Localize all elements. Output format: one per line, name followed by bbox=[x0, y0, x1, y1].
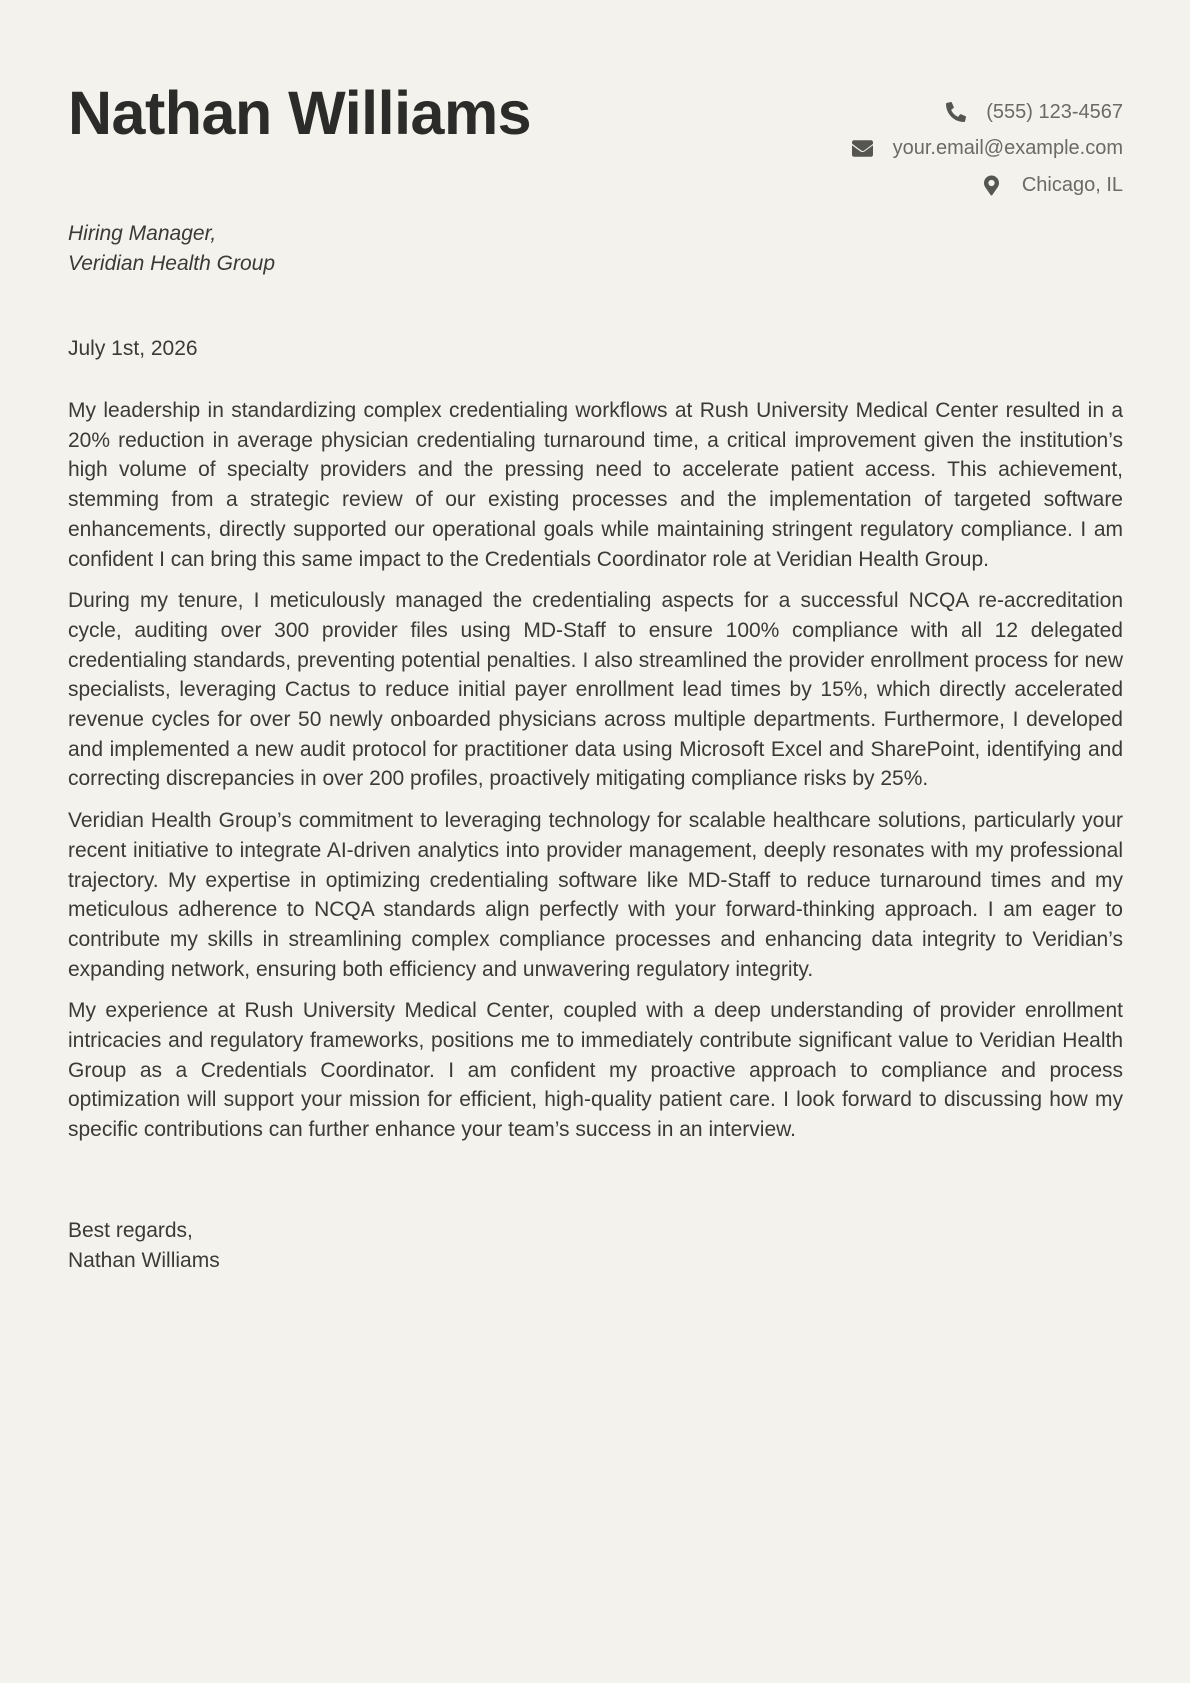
letter-header bbox=[68, 0, 1123, 200]
contact-email bbox=[852, 131, 1123, 168]
closing-salutation: Best regards, bbox=[68, 1219, 193, 1242]
signature-name: Nathan Williams bbox=[68, 1249, 220, 1272]
contact-info bbox=[852, 94, 1123, 204]
phone-number[interactable]: (555) 123-4567 bbox=[986, 100, 1123, 123]
body-paragraph-1: My leadership in standardizing complex credentialing workflows at Rush University Medical Center resulted in a 20% reduction in average physician credentialing turnaround time, a critical improvement given the institution’s high volume of specialty providers and the pressing need to accelerate patient access. This achievement, stemming from a strategic review of our existing processes and the implementation of targeted software enhancements, directly supported our operational goals while maintaining stringent regulatory compliance. I am confident I can bring this same impact to the Credentials Coordinator role at Veridian Health Group. bbox=[68, 399, 1123, 571]
map-pin-icon bbox=[981, 174, 1003, 196]
recipient-title: Hiring Manager, bbox=[68, 222, 217, 245]
closing-block bbox=[68, 1216, 220, 1276]
contact-phone bbox=[852, 94, 1123, 131]
letter-date: July 1st, 2026 bbox=[68, 337, 198, 360]
letter-body bbox=[68, 396, 1123, 1157]
email-address[interactable]: your.email@example.com bbox=[892, 137, 1123, 160]
cover-letter-page bbox=[68, 0, 1123, 1683]
body-paragraph-3: Veridian Health Group’s commitment to leveraging technology for scalable healthcare solutions, particularly your recent initiative to integrate AI-driven analytics into provider management, deeply resonates with my professional trajectory. My expertise in optimizing credentialing software like MD-Staff to reduce turnaround times and my meticulous adherence to NCQA standards align perfectly with your forward-thinking approach. I am eager to contribute my skills in streamlining complex compliance processes and enhancing data integrity to Veridian’s expanding network, ensuring both efficiency and unwavering regulatory integrity. bbox=[68, 809, 1123, 981]
recipient-company: Veridian Health Group bbox=[68, 252, 276, 275]
body-paragraph-4: My experience at Rush University Medical Center, coupled with a deep understanding of provider enrollment intricacies and regulatory frameworks, positions me to immediately contribute significant value to Veridian Health Group as a Credentials Coordinator. I am confident my proactive approach to compliance and process optimization will support your mission for efficient, high-quality patient care. I look forward to discussing how my specific contributions can further enhance your team’s success in an interview. bbox=[68, 999, 1123, 1142]
phone-icon bbox=[945, 101, 967, 123]
envelope-icon bbox=[852, 138, 874, 160]
recipient-block bbox=[68, 219, 275, 279]
body-paragraph-2: During my tenure, I meticulously managed the credentialing aspects for a successful NCQA re-accreditation cycle, auditing over 300 provider files using MD-Staff to ensure 100% compliance with all 12 delegated credentialing standards, preventing potential penalties. I also streamlined the provider enrollment process for new specialists, leveraging Cactus to reduce initial payer enrollment lead times by 15%, which directly accelerated revenue cycles for over 50 newly onboarded physicians across multiple departments. Furthermore, I developed and implemented a new audit protocol for practitioner data using Microsoft Excel and SharePoint, identifying and correcting discrepancies in over 200 profiles, proactively mitigating compliance risks by 25%. bbox=[68, 589, 1123, 791]
location: Chicago, IL bbox=[1021, 173, 1123, 196]
applicant-name: Nathan Williams bbox=[68, 79, 532, 147]
contact-location bbox=[852, 167, 1123, 204]
